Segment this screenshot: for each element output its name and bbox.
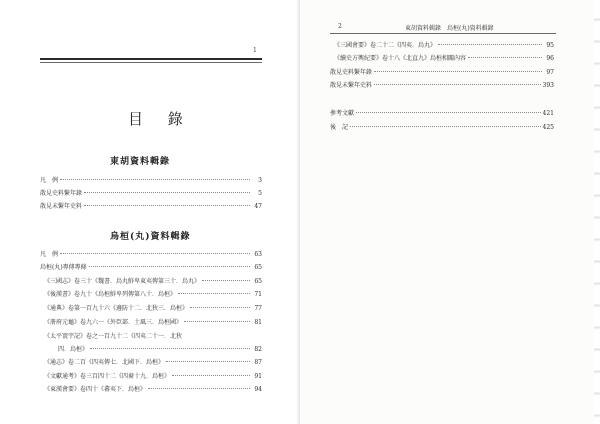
toc-entry-page: 5 (258, 190, 262, 197)
dot-leader (438, 44, 542, 45)
running-header: 東胡資料輯錄 烏桓(丸)資料輯錄 (405, 25, 494, 32)
toc-entry-page: 81 (254, 319, 262, 326)
toc-entry-page: 87 (254, 359, 262, 366)
dot-leader (374, 71, 542, 72)
toc-entry[interactable] (44, 319, 262, 327)
toc-entry-text: 後 記 (330, 124, 349, 131)
toc-entry[interactable] (330, 69, 554, 77)
toc-entry-page: 65 (254, 278, 262, 285)
toc-entry-page: 47 (254, 203, 262, 210)
dot-leader (468, 57, 542, 58)
toc-entry[interactable] (44, 373, 262, 381)
toc-entry-text: 《文獻通考》卷三百四十二《四裔十九．烏桓》 (44, 373, 171, 380)
toc-entry-page: 71 (254, 291, 262, 298)
right-header-rule (330, 33, 556, 34)
toc-entry[interactable] (334, 42, 554, 50)
toc-entry[interactable] (330, 82, 554, 90)
right-page-number: 2 (338, 23, 342, 30)
toc-entry-page: 425 (542, 124, 554, 131)
toc-entry-text: 《通志》卷二百《四夷傳七．北國下．烏桓》 (44, 359, 165, 366)
left-page-number: 1 (253, 47, 257, 54)
toc-entry-page: 96 (546, 55, 554, 62)
toc-entry[interactable] (44, 386, 262, 394)
toc-entry-text: 四．烏桓》 (58, 346, 89, 353)
dot-leader (356, 112, 541, 113)
dot-leader (90, 348, 250, 349)
toc-entry-page: 77 (254, 305, 262, 312)
toc-entry[interactable] (44, 333, 262, 341)
toc-entry-text: 散見未繫年史料 (40, 203, 83, 210)
dot-leader (350, 126, 541, 127)
toc-entry[interactable] (40, 203, 262, 211)
dot-leader (166, 361, 250, 362)
toc-entry-page: 97 (546, 69, 554, 76)
right-page (300, 0, 600, 424)
toc-entry-page: 421 (542, 110, 554, 117)
toc-entry-text: 烏桓(丸)專傳專條 (40, 264, 87, 271)
toc-entry-page: 94 (254, 386, 262, 393)
toc-entry[interactable] (40, 251, 262, 259)
dot-leader (190, 307, 250, 308)
toc-title: 目 錄 (128, 110, 193, 128)
dot-leader (172, 375, 250, 376)
toc-entry-text: 《三國會要》卷二十二《四夷．烏丸》 (334, 42, 437, 49)
toc-entry[interactable] (40, 264, 262, 272)
toc-entry-text: 《續史方輿紀要》卷十八《北直九》烏桓相關內容 (334, 55, 467, 62)
dot-leader (184, 321, 250, 322)
toc-entry-text: 《太平寰宇記》卷之一百九十二《四夷二十一．北狄 (44, 333, 183, 340)
dot-leader (202, 280, 250, 281)
toc-entry-text: 《册府元龜》卷九六一《外臣部．土風三．烏桓國》 (44, 319, 183, 326)
toc-entry-text: 《東漢會要》卷四十《蕃夷下．烏桓》 (44, 386, 147, 393)
dot-leader (89, 266, 250, 267)
dot-leader (60, 253, 250, 254)
toc-entry-text: 凡 例 (40, 251, 59, 258)
toc-entry[interactable] (334, 55, 554, 63)
toc-entry[interactable] (44, 359, 262, 367)
dot-leader (84, 192, 250, 193)
toc-entry-text: 《三國志》卷三十《魏書．烏丸鮮卑東夷傳第三十．烏丸》 (44, 278, 201, 285)
dot-leader (84, 205, 250, 206)
toc-entry-page: 65 (254, 264, 262, 271)
dot-leader (178, 293, 250, 294)
toc-entry-page: 3 (258, 177, 262, 184)
toc-entry[interactable] (44, 278, 262, 286)
section-title-wuhuan: 烏桓(丸)資料輯錄 (110, 232, 191, 242)
toc-entry-text: 凡 例 (40, 177, 59, 184)
toc-entry-page: 63 (254, 251, 262, 258)
left-header-rule-thin (40, 62, 262, 63)
dot-leader (60, 179, 250, 180)
toc-entry[interactable] (40, 177, 262, 185)
toc-entry-text: 散見史料繫年錄 (330, 69, 373, 76)
toc-entry-page: 393 (542, 82, 554, 89)
toc-entry-text: 參考文獻 (330, 110, 355, 117)
toc-entry-text: 散見史料繫年錄 (40, 190, 83, 197)
toc-entry-text: 《通典》卷第一百九十六《邊防十二．北狄三．烏桓》 (44, 305, 189, 312)
toc-entry[interactable] (330, 110, 554, 118)
toc-entry[interactable] (44, 305, 262, 313)
left-header-rule (40, 58, 262, 60)
toc-entry-text: 散見未繫年史料 (330, 82, 373, 89)
toc-entry[interactable] (58, 346, 262, 354)
dot-leader (374, 84, 541, 85)
toc-entry-text: 《後漢書》卷九十《烏桓鮮卑列傳第八十．烏桓》 (44, 291, 177, 298)
toc-entry-page: 95 (546, 42, 554, 49)
toc-entry-page: 82 (254, 346, 262, 353)
toc-entry[interactable] (44, 291, 262, 299)
toc-entry[interactable] (40, 190, 262, 198)
dot-leader (148, 388, 250, 389)
toc-entry[interactable] (330, 124, 554, 132)
toc-entry-page: 91 (254, 373, 262, 380)
section-title-donghu: 東胡資料輯錄 (110, 157, 171, 167)
page-edge (594, 0, 600, 424)
